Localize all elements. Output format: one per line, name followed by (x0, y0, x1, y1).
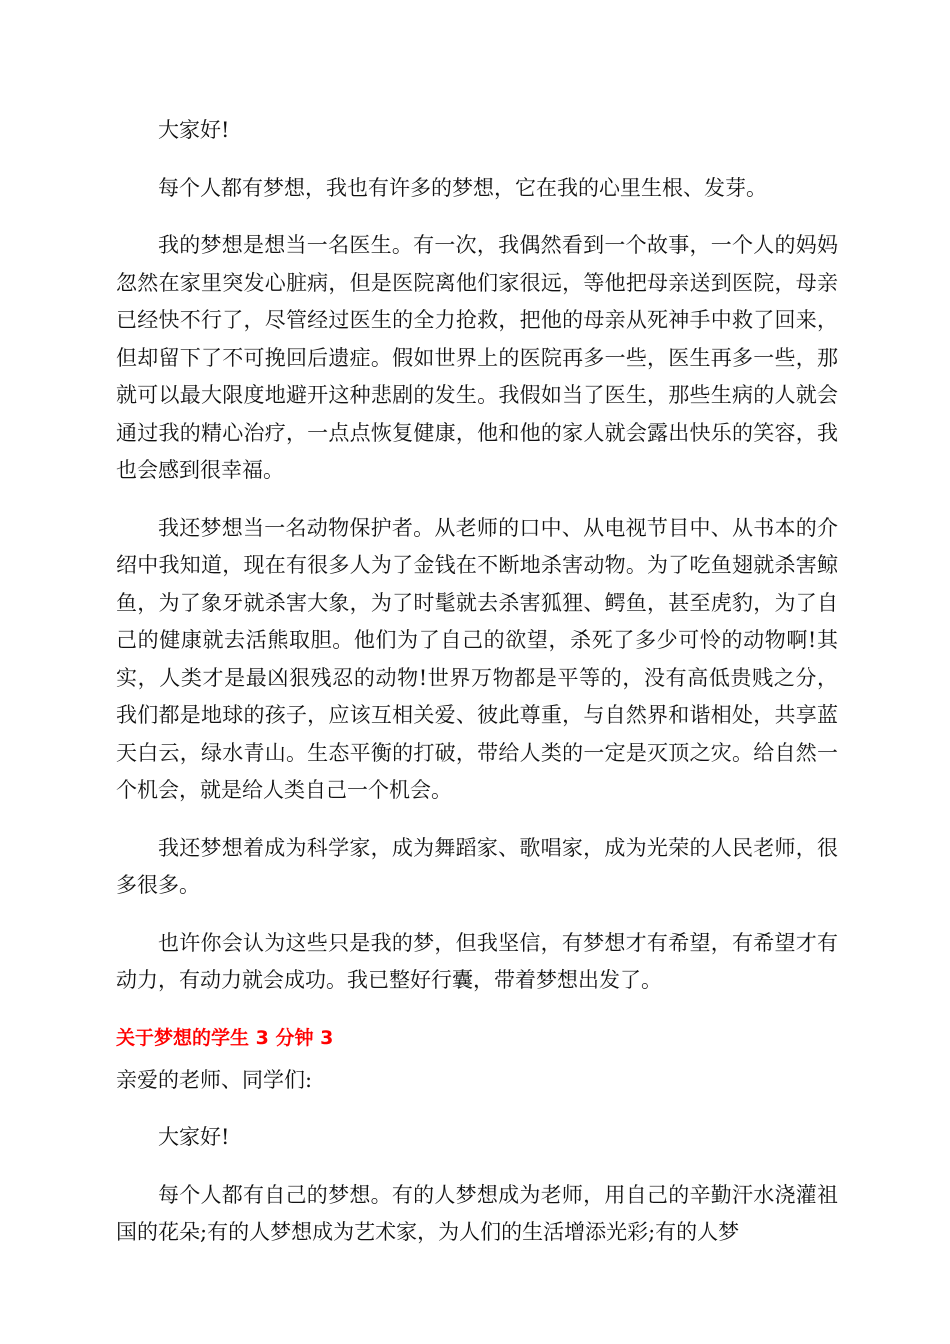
section-heading: 关于梦想的学生 3 分钟 3 (116, 1026, 334, 1049)
conclusion-paragraph: 也许你会认为这些只是我的梦，但我坚信，有梦想才有希望，有希望才有动力，有动力就会成功。我已整好行囊，带着梦想出发了。 (116, 930, 838, 992)
second-intro-paragraph: 每个人都有自己的梦想。有的人梦想成为老师，用自己的辛勤汗水浇灌祖国的花朵;有的人梦想成为艺术家，为人们的生活增添光彩;有的人梦 (116, 1182, 838, 1244)
intro-paragraph: 每个人都有梦想，我也有许多的梦想，它在我的心里生根、发芽。 (158, 175, 767, 200)
second-greeting-paragraph: 大家好! (158, 1125, 230, 1149)
doctor-dream-paragraph: 我的梦想是想当一名医生。有一次，我偶然看到一个故事，一个人的妈妈忽然在家里突发心脏病，但是医院离他们家很远，等他把母亲送到医院，母亲已经快不行了，尽管经过医生的全力抢救，把他的母亲从死神手中救了回来，但却留下了不可挽回后遗症。假如世界上的医院再多一些，医生再多一些，那就可以最大限度地避开这种悲剧的发生。我假如当了医生，那些生病的人就会通过我的精心治疗，一点点恢复健康，他和他的家人就会露出快乐的笑容，我也会感到很幸福。 (116, 233, 838, 482)
document-body (116, 112, 838, 1252)
other-dreams-paragraph: 我还梦想着成为科学家，成为舞蹈家、歌唱家，成为光荣的人民老师，很多很多。 (116, 835, 838, 897)
salutation-line: 亲爱的老师、同学们: (116, 1067, 313, 1092)
greeting-paragraph: 大家好! (158, 118, 230, 142)
animal-protector-paragraph: 我还梦想当一名动物保护者。从老师的口中、从电视节目中、从书本的介绍中我知道，现在有很多人为了金钱在不断地杀害动物。为了吃鱼翅就杀害鲸鱼，为了象牙就杀害大象，为了时髦就去杀害狐狸、鳄鱼，甚至虎豹，为了自己的健康就去活熊取胆。他们为了自己的欲望，杀死了多少可怜的动物啊!其实，人类才是最凶狠残忍的动物!世界万物都是平等的，没有高低贵贱之分，我们都是地球的孩子，应该互相关爱、彼此尊重，与自然界和谐相处，共享蓝天白云，绿水青山。生态平衡的打破，带给人类的一定是灭顶之灾。给自然一个机会，就是给人类自己一个机会。 (116, 515, 838, 802)
